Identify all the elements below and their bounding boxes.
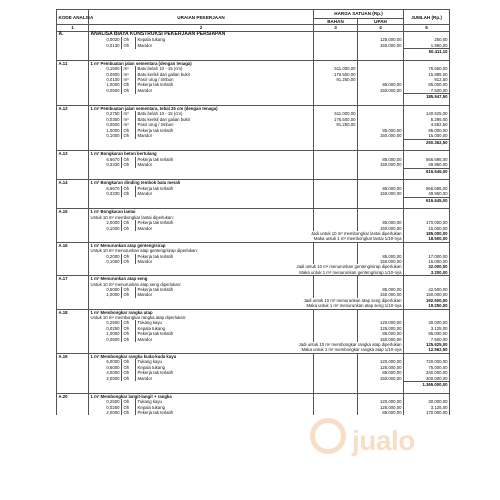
unit-cell: Oh — [122, 287, 136, 292]
upah-cell: 150.000,00 — [358, 43, 404, 49]
section-code: A. — [57, 31, 89, 37]
jumlah-cell: 17.000,00 — [404, 254, 450, 259]
total-cell: 185.947,50 — [404, 94, 450, 100]
description-cell: Batu belah 10 - 15 (cm) — [136, 111, 314, 116]
coefficient-cell: 0,0130 — [89, 43, 122, 49]
description-cell: Mandor — [136, 162, 314, 168]
document-page — [56, 9, 449, 500]
total-cell: 50.411,10 — [404, 49, 450, 55]
coefficient-cell: 0,0500 — [89, 88, 122, 94]
kode-cell: A.15 — [57, 209, 89, 215]
jumlah-cell: 18.500,00 — [404, 236, 450, 242]
unit-cell: Oh — [122, 133, 136, 139]
description-cell: Kepala tukang — [136, 326, 314, 331]
description-cell: Mandor — [136, 292, 314, 297]
unit-cell: Oh — [122, 376, 136, 382]
coefficient-cell: 0,0250 — [89, 326, 122, 331]
coefficient-cell: 0,5000 — [89, 287, 122, 292]
description-cell: Mandor — [136, 376, 314, 382]
jumlah-cell: 185.000,00 — [404, 231, 450, 236]
subtotal-label: Jadi untuk 10 m² membongkar lantai diperlukan — [89, 231, 404, 236]
coefficient-cell: 1,0000 — [89, 82, 122, 87]
total-cell: 1.365.000,00 — [404, 381, 450, 387]
upah-cell: 120.000,00 — [358, 359, 404, 364]
description-cell: Mandor — [136, 226, 314, 231]
bahan-cell: 91.250,00 — [314, 77, 358, 82]
bahan-cell: 511.000,00 — [314, 111, 358, 116]
coefficient-cell: 0,2000 — [89, 254, 122, 259]
table-body — [57, 31, 450, 415]
jumlah-cell: 49.950,00 — [404, 191, 450, 197]
upah-cell: 85.000,00 — [358, 128, 404, 133]
col-number: 4 — [358, 25, 404, 31]
jumlah-cell: 5.295,00 — [404, 117, 450, 122]
upah-cell: 85.000,00 — [358, 287, 404, 292]
upah-cell: 150.000,00 — [358, 191, 404, 197]
description-cell: Mandor — [136, 133, 314, 139]
coefficient-cell: 0,2750 — [89, 111, 122, 116]
jumlah-cell: 85.000,00 — [404, 82, 450, 87]
subtotal-label: Jadi untuk 10 m² membongkar rangka atap diperlukan — [89, 342, 404, 347]
jumlah-cell: 250,00 — [404, 37, 450, 42]
note-text: Untuk 10 m² menurunkan atap seng diperlukan: — [89, 282, 314, 287]
col-number: 2 — [89, 25, 314, 31]
upah-cell: 150.000,00 — [358, 162, 404, 168]
upah-cell: 120.000,00 — [358, 399, 404, 404]
kode-cell: A.14 — [57, 180, 89, 186]
item-title: 1 m² Bongkaran dinding tembok bata merah — [89, 180, 314, 186]
kode-cell: A.11 — [57, 60, 89, 66]
unit-cell: Oh — [122, 331, 136, 336]
upah-cell: 150.000,00 — [358, 292, 404, 297]
bahan-cell: 511.000,00 — [314, 66, 358, 71]
upah-cell: 125.000,00 — [358, 326, 404, 331]
note-text: Untuk 10 m² membongkar rangka atap diperlukan: — [89, 315, 314, 320]
kode-cell: A.18 — [57, 309, 89, 315]
upah-cell: 85.000,00 — [358, 157, 404, 162]
upah-cell: 150.000,00 — [358, 88, 404, 94]
unit-cell: Oh — [122, 292, 136, 297]
kode-cell — [57, 410, 89, 415]
unit-cell: Oh — [122, 410, 136, 415]
item-title: 1 m² Bongkaran lantai — [89, 209, 314, 215]
unit-cell: Oh — [122, 186, 136, 191]
upah-cell: 85.000,00 — [358, 410, 404, 415]
bahan-cell: 176.500,00 — [314, 72, 358, 77]
upah-cell: 150.000,00 — [358, 226, 404, 231]
description-cell: Tukang kayu — [136, 399, 314, 404]
unit-cell: Oh — [122, 157, 136, 162]
description-cell: Tukang kayu — [136, 320, 314, 325]
kode-cell: A.12 — [57, 106, 89, 112]
kode-cell: A.16 — [57, 242, 89, 248]
total-cell: 250.362,50 — [404, 139, 450, 145]
unit-cell: Oh — [122, 37, 136, 42]
jumlah-cell: 912,50 — [404, 77, 450, 82]
jumlah-cell: 300.000,00 — [404, 376, 450, 382]
coefficient-cell: 2,0000 — [89, 410, 122, 415]
description-cell: Pekerja tak terlatih — [136, 331, 314, 336]
jumlah-cell: 3.125,00 — [404, 405, 450, 410]
jumlah-cell: 1.950,00 — [404, 43, 450, 49]
analysis-table — [56, 9, 450, 415]
jumlah-cell: 720.000,00 — [404, 359, 450, 364]
unit-cell: Oh — [122, 370, 136, 375]
jumlah-cell: 192.500,00 — [404, 298, 450, 303]
item-title: 1 m² Bongkaran beton bertulang — [89, 151, 314, 157]
upah-cell: 150.000,00 — [358, 376, 404, 382]
unit-cell: Oh — [122, 337, 136, 342]
jumlah-cell: 15.000,00 — [404, 133, 450, 139]
table-header — [57, 10, 450, 32]
jumlah-cell: 32.000,00 — [404, 264, 450, 269]
unit-cell: Oh — [122, 405, 136, 410]
description-cell: Pekerja tak terlatih — [136, 220, 314, 225]
upah-cell: 85.000,00 — [358, 220, 404, 225]
unit-cell: Oh — [122, 43, 136, 49]
coefficient-cell: 6,0000 — [89, 359, 122, 364]
coefficient-cell: 4,0000 — [89, 370, 122, 375]
coefficient-cell: 1,0000 — [89, 331, 122, 336]
description-cell: Pekerja tak terlatih — [136, 128, 314, 133]
jumlah-cell: 30.000,00 — [404, 320, 450, 325]
item-title: 1 m² Menurunkan atap genteng/sirap — [89, 242, 314, 248]
jumlah-cell: 75.000,00 — [404, 365, 450, 370]
jumlah-cell: 3.125,00 — [404, 326, 450, 331]
note-text: Untuk 10 m² membongkar lantai diperlukan: — [89, 215, 314, 220]
subtotal-label: Jadi untuk 10 m² menurunkan genteng/sirap diperlukan — [89, 264, 404, 269]
description-cell: Mandor — [136, 88, 314, 94]
kode-cell: A.13 — [57, 151, 89, 157]
section-title: ANALISA BIAYA KONSTRUKSI PEKERJAAN PERSIAPAN — [89, 31, 314, 37]
unit-cell: Oh — [122, 259, 136, 264]
jumlah-cell: 7.500,00 — [404, 88, 450, 94]
item-title: 1 m² Membongkar rangka kuda-kuda kayu — [89, 353, 314, 359]
header-bahan: BAHAN — [314, 19, 358, 25]
jumlah-cell: 7.500,00 — [404, 337, 450, 342]
upah-cell: 150.000,00 — [358, 337, 404, 342]
description-cell: Pekerja tak terlatih — [136, 410, 314, 415]
bahan-cell: 176.500,00 — [314, 117, 358, 122]
coefficient-cell: 1,0000 — [89, 292, 122, 297]
coefficient-cell: 2,0000 — [89, 376, 122, 382]
header-kode: KODE ANALISA — [57, 10, 89, 25]
jumlah-cell: 12.562,50 — [404, 347, 450, 353]
unit-cell: Oh — [122, 399, 136, 404]
upah-cell: 125.000,00 — [358, 405, 404, 410]
unit-cell: m³ — [122, 72, 136, 77]
bahan-cell — [314, 410, 358, 415]
description-cell: Batu belah 10 - 15 (cm) — [136, 66, 314, 71]
unit-cell: Oh — [122, 82, 136, 87]
subtotal-label: Maka untuk 1 m² membongkar lantai 1/10-nya — [89, 236, 404, 242]
jumlah-cell: 15.000,00 — [404, 259, 450, 264]
description-cell: Batu kerikil dari galian bukit — [136, 117, 314, 122]
description-cell: Pekerja tak terlatih — [136, 82, 314, 87]
unit-cell: Oh — [122, 254, 136, 259]
unit-cell: m³ — [122, 111, 136, 116]
jumlah-cell: 3.200,00 — [404, 270, 450, 276]
upah-cell: 85.000,00 — [358, 186, 404, 191]
unit-cell: Oh — [122, 226, 136, 231]
coefficient-cell: 0,0100 — [89, 77, 122, 82]
header-jumlah: JUMLAH (Rp.) — [404, 10, 450, 25]
jumlah-cell: 76.650,00 — [404, 66, 450, 71]
jumlah-cell: 30.000,00 — [404, 399, 450, 404]
unit-cell: Oh — [122, 220, 136, 225]
jumlah-cell: 150.000,00 — [404, 292, 450, 297]
jumlah-cell: 140.525,00 — [404, 111, 450, 116]
unit-cell: Oh — [122, 162, 136, 168]
coefficient-cell: 0,6000 — [89, 365, 122, 370]
col-number: 3 — [314, 25, 358, 31]
coefficient-cell: 1,0000 — [89, 128, 122, 133]
coefficient-cell: 0,1000 — [89, 226, 122, 231]
jumlah-cell: 170.000,00 — [404, 410, 450, 415]
item-title: 1 m² Pembuatan jalan sementara, tebal 25 cm (dengan tenaga) — [89, 106, 314, 112]
item-title: 1 m² Menurunkan atap seng — [89, 276, 314, 282]
total-cell: 616.645,00 — [404, 197, 450, 203]
coefficient-cell: 0,1000 — [89, 133, 122, 139]
coefficient-cell: 0,3330 — [89, 162, 122, 168]
jumlah-cell: 340.000,00 — [404, 370, 450, 375]
jumlah-cell: 85.000,00 — [404, 128, 450, 133]
header-uraian: URAIAN PEKERJAAN — [89, 10, 314, 25]
coefficient-cell: 0,0500 — [89, 122, 122, 127]
description-cell: Kepala tukang — [136, 365, 314, 370]
header-harga-satuan: HARGA SATUAN (Rp.) — [314, 10, 404, 19]
description-cell: Pasir urug / timbun — [136, 122, 314, 127]
jumlah-cell: 15.000,00 — [404, 226, 450, 231]
upah-cell: 120.000,00 — [358, 320, 404, 325]
coefficient-cell: 0,0900 — [89, 72, 122, 77]
kode-cell: A.20 — [57, 393, 89, 399]
jumlah-cell: 4.562,50 — [404, 122, 450, 127]
coefficient-cell: 0,1000 — [89, 259, 122, 264]
subtotal-label: Jadi untuk 10 m² menurunkan atap seng diperlukan — [89, 298, 404, 303]
coefficient-cell: 0,3330 — [89, 191, 122, 197]
description-cell: Pekerja tak terlatih — [136, 157, 314, 162]
description-cell: Mandor — [136, 337, 314, 342]
description-cell: Batu kerikil dari galian bukit — [136, 72, 314, 77]
upah-cell: 85.000,00 — [358, 331, 404, 336]
unit-cell: m³ — [122, 66, 136, 71]
jumlah-cell: 85.000,00 — [404, 331, 450, 336]
table-row — [57, 410, 450, 415]
jumlah-cell: 125.625,00 — [404, 342, 450, 347]
unit-cell: Oh — [122, 128, 136, 133]
subtotal-label: Maka untuk 1 m² menurunkan atap seng 1/10-nya — [89, 303, 404, 309]
description-cell: Pasir urug / timbun — [136, 77, 314, 82]
kode-cell: A.17 — [57, 276, 89, 282]
coefficient-cell: 6,6670 — [89, 157, 122, 162]
upah-cell: 150.000,00 — [358, 133, 404, 139]
unit-cell: m³ — [122, 77, 136, 82]
unit-cell: Oh — [122, 191, 136, 197]
subtotal-label: Maka untuk 1 m² menurunkan genteng/sirap 1/10-nya — [89, 270, 404, 276]
coefficient-cell: 0,2500 — [89, 399, 122, 404]
description-cell: Tukang kayu — [136, 359, 314, 364]
coefficient-cell: 0,0020 — [89, 37, 122, 42]
jumlah-cell: 170.000,00 — [404, 220, 450, 225]
unit-cell: Oh — [122, 359, 136, 364]
upah-cell: 85.000,00 — [358, 254, 404, 259]
bahan-cell: 91.250,00 — [314, 122, 358, 127]
unit-cell: m³ — [122, 117, 136, 122]
jumlah-cell: 19.250,00 — [404, 303, 450, 309]
description-cell: Mandor — [136, 191, 314, 197]
jumlah-cell: 15.885,00 — [404, 72, 450, 77]
coefficient-cell: 0,0250 — [89, 405, 122, 410]
description-cell: Mandor — [136, 43, 314, 49]
jumlah-cell: 566.695,00 — [404, 186, 450, 191]
coefficient-cell: 2,0000 — [89, 220, 122, 225]
unit-cell: Oh — [122, 88, 136, 94]
item-title: 1 m² Membongkar rangka atap — [89, 309, 314, 315]
col-number: 5 — [404, 25, 450, 31]
description-cell: Pekerja tak terlatih — [136, 287, 314, 292]
upah-cell: 85.000,00 — [358, 82, 404, 87]
item-title: 1 m² Membongkar langit-langit + rangka — [89, 393, 314, 399]
description-cell: Pekerja tak terlatih — [136, 254, 314, 259]
coefficient-cell: 6,6670 — [89, 186, 122, 191]
upah-cell: 125.000,00 — [358, 37, 404, 42]
description-cell: Pekerja tak terlatih — [136, 186, 314, 191]
upah-cell: 85.000,00 — [358, 370, 404, 375]
kode-cell: A.19 — [57, 353, 89, 359]
description-cell: Pekerja tak terlatih — [136, 370, 314, 375]
header-upah: UPAH — [358, 19, 404, 25]
description-cell: Kepala tukang — [136, 37, 314, 42]
upah-cell: 125.000,00 — [358, 365, 404, 370]
coefficient-cell: 0,2500 — [89, 320, 122, 325]
unit-cell: Oh — [122, 326, 136, 331]
upah-cell: 150.000,00 — [358, 259, 404, 264]
subtotal-label: Maka untuk 1 m² membongkar rangka atap 1/10-nya — [89, 347, 404, 353]
jumlah-cell: 49.950,00 — [404, 162, 450, 168]
description-cell: Kepala tukang — [136, 405, 314, 410]
coefficient-cell: 0,1500 — [89, 66, 122, 71]
unit-cell: Oh — [122, 365, 136, 370]
jumlah-cell: 566.695,00 — [404, 157, 450, 162]
unit-cell: m³ — [122, 122, 136, 127]
total-cell: 616.645,00 — [404, 168, 450, 174]
note-text: Untuk 10 m² menurunkan atap genteng/sirap diperlukan: — [89, 248, 314, 253]
jumlah-cell: 42.500,00 — [404, 287, 450, 292]
description-cell: Mandor — [136, 259, 314, 264]
coefficient-cell: 0,0300 — [89, 117, 122, 122]
col-number: 1 — [57, 25, 89, 31]
watermark-text: jualo — [352, 425, 415, 456]
unit-cell: Oh — [122, 320, 136, 325]
coefficient-cell: 0,0500 — [89, 337, 122, 342]
item-title: 1 m² Pembuatan jalan sementara (dengan tenaga) — [89, 60, 314, 66]
